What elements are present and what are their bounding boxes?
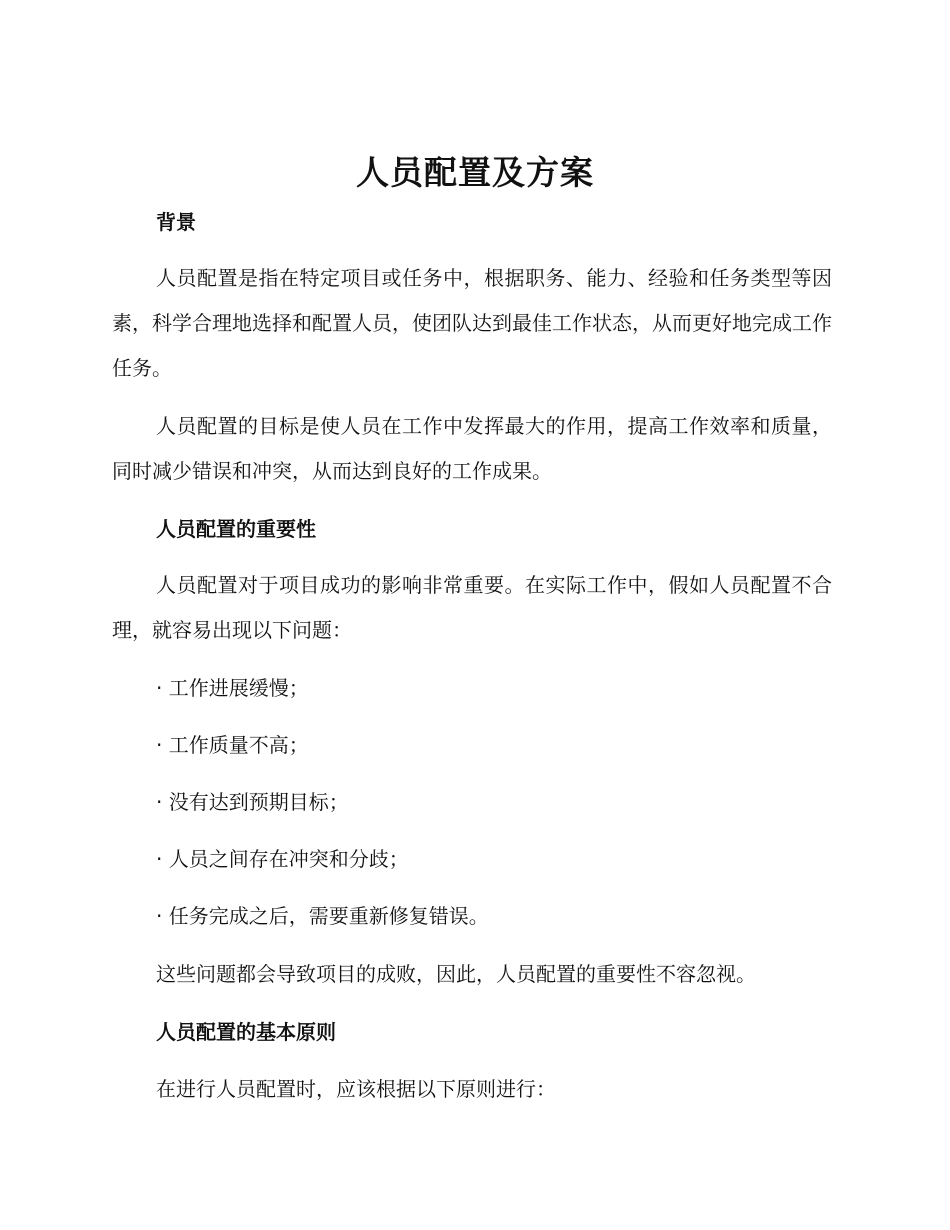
bullet-item: · 工作进展缓慢； bbox=[156, 676, 309, 700]
paragraph-background-2: 人员配置的目标是使人员在工作中发挥最大的作用，提高工作效率和质量，同时减少错误和冲突，从而达到良好的工作成果。 bbox=[112, 414, 832, 483]
bullet-item: · 任务完成之后，需要重新修复错误。 bbox=[156, 904, 489, 928]
section-heading-background: 背景 bbox=[156, 210, 196, 234]
paragraph-importance-intro: 人员配置对于项目成功的影响非常重要。在实际工作中，假如人员配置不合理，就容易出现以下问题： bbox=[112, 573, 832, 642]
bullet-item: · 工作质量不高； bbox=[156, 733, 309, 757]
paragraph-background-1: 人员配置是指在特定项目或任务中，根据职务、能力、经验和任务类型等因素，科学合理地选择和配置人员，使团队达到最佳工作状态，从而更好地完成工作任务。 bbox=[112, 266, 832, 380]
paragraph-principles-intro: 在进行人员配置时，应该根据以下原则进行： bbox=[156, 1077, 556, 1101]
document-title: 人员配置及方案 bbox=[356, 153, 594, 192]
bullet-item: · 人员之间存在冲突和分歧； bbox=[156, 847, 409, 871]
paragraph-importance-conclusion: 这些问题都会导致项目的成败，因此，人员配置的重要性不容忽视。 bbox=[156, 962, 756, 986]
bullet-item: · 没有达到预期目标； bbox=[156, 790, 349, 814]
section-heading-principles: 人员配置的基本原则 bbox=[156, 1020, 336, 1044]
section-heading-importance: 人员配置的重要性 bbox=[156, 517, 316, 541]
